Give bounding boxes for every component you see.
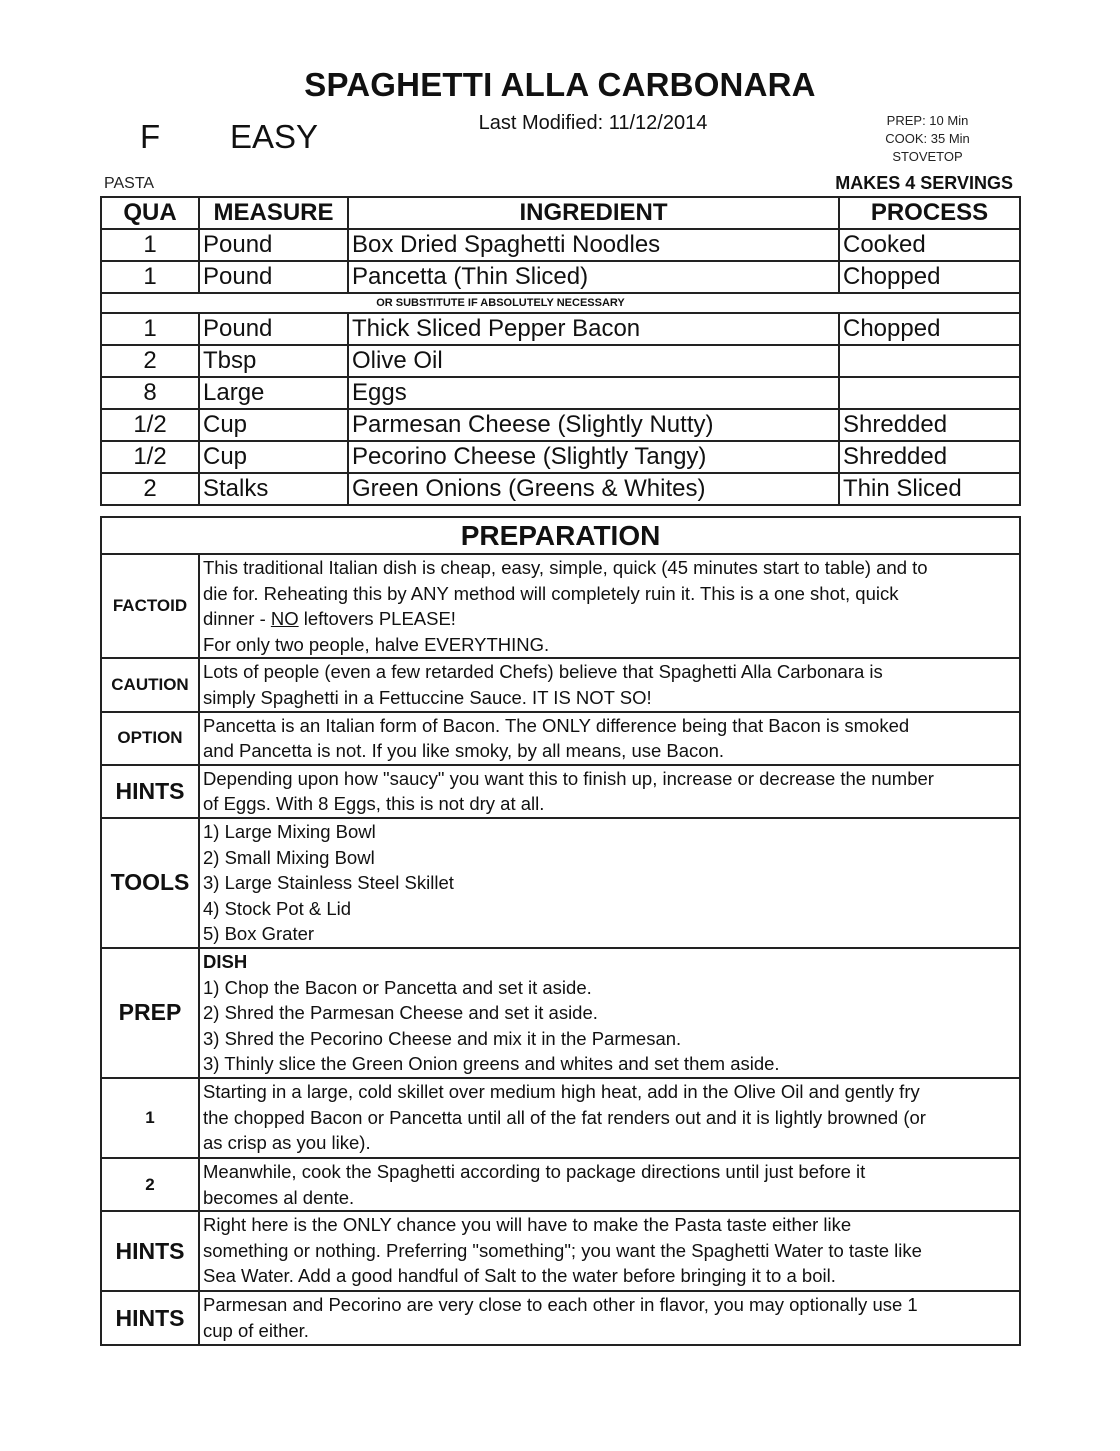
text-line: This traditional Italian dish is cheap, easy, simple, quick (45 minutes start to table) and to (203, 557, 928, 578)
text-line: as crisp as you like). (203, 1132, 371, 1154)
text-line: 2) Small Mixing Bowl (203, 846, 375, 868)
ingredient-row (101, 313, 1020, 345)
text-line: 1) Chop the Bacon or Pancetta and set it aside. (203, 976, 592, 998)
text-line: simply Spaghetti in a Fettuccine Sauce. IT IS NOT SO! (203, 686, 652, 708)
text-line: DISH (203, 950, 248, 972)
ingredient-qty: 1/2 (101, 441, 199, 473)
ingredient-measure: Cup (199, 441, 348, 473)
text-line: Parmesan and Pecorino are very close to each other in flavor, you may optionally use 1 (203, 1294, 918, 1316)
ingredient-name: Thick Sliced Pepper Bacon (348, 313, 839, 345)
ingredient-process (839, 345, 1020, 377)
text-line: dinner - NO leftovers PLEASE! (203, 608, 456, 630)
text-line: of Eggs. With 8 Eggs, this is not dry at all. (203, 793, 545, 815)
text-line: something or nothing. Preferring "something"; you want the Spaghetti Water to taste like (203, 1239, 922, 1261)
text-line: Starting in a large, cold skillet over medium high heat, add in the Olive Oil and gently fry (203, 1080, 920, 1102)
cook-method: STOVETOP (892, 149, 963, 164)
ingredient-name: Olive Oil (348, 345, 839, 377)
ingredient-process: Chopped (839, 261, 1020, 293)
ingredient-name: Parmesan Cheese (Slightly Nutty) (348, 409, 839, 441)
ingredient-process: Chopped (839, 313, 1020, 345)
preparation-text (199, 1291, 1020, 1345)
ingredient-measure: Pound (199, 229, 348, 261)
recipe-rating: F (140, 118, 161, 155)
ingredient-row (101, 409, 1020, 441)
ingredient-qty: 8 (101, 377, 199, 409)
preparation-label: HINTS (101, 1211, 199, 1291)
preparation-label: OPTION (101, 712, 199, 765)
preparation-label: FACTOID (101, 554, 199, 658)
preparation-heading: PREPARATION (101, 517, 1020, 554)
ingredient-name: Box Dried Spaghetti Noodles (348, 229, 839, 261)
ingredient-qty: 1 (101, 261, 199, 293)
ingredients-header-row (101, 197, 1020, 229)
ingredient-qty: 2 (101, 473, 199, 505)
ingredient-name: Pecorino Cheese (Slightly Tangy) (348, 441, 839, 473)
column-header-ingredient: INGREDIENT (348, 197, 839, 229)
recipe-difficulty: EASY (230, 118, 319, 155)
preparation-header-row (101, 517, 1020, 554)
ingredient-qty: 1/2 (101, 409, 199, 441)
preparation-text (199, 765, 1020, 818)
ingredient-measure: Stalks (199, 473, 348, 505)
ingredient-row (101, 441, 1020, 473)
preparation-label: 1 (101, 1078, 199, 1158)
preparation-row (101, 765, 1020, 818)
ingredient-process: Shredded (839, 441, 1020, 473)
preparation-row (101, 818, 1020, 948)
preparation-row (101, 1158, 1020, 1211)
ingredient-name: Green Onions (Greens & Whites) (348, 473, 839, 505)
text-line: Depending upon how "saucy" you want this to finish up, increase or decrease the number (203, 767, 934, 789)
text-line: 1) Large Mixing Bowl (203, 820, 376, 842)
column-header-measure: MEASURE (199, 197, 348, 229)
preparation-row (101, 1078, 1020, 1158)
column-header-process: PROCESS (839, 197, 1020, 229)
ingredient-measure: Cup (199, 409, 348, 441)
ingredient-measure: Pound (199, 313, 348, 345)
text-line: becomes al dente. (203, 1186, 355, 1208)
ingredient-measure: Tbsp (199, 345, 348, 377)
text-line: 4) Stock Pot & Lid (203, 897, 352, 919)
preparation-row (101, 1211, 1020, 1291)
text-line: Lots of people (even a few retarded Chefs) believe that Spaghetti Alla Carbonara is (203, 661, 883, 683)
preparation-text (199, 818, 1020, 948)
ingredient-qty: 1 (101, 313, 199, 345)
ingredient-row (101, 229, 1020, 261)
ingredient-name: Pancetta (Thin Sliced) (348, 261, 839, 293)
preparation-row (101, 948, 1020, 1078)
text-line: cup of either. (203, 1319, 309, 1341)
text-line: Right here is the ONLY chance you will have to make the Pasta taste either like (203, 1214, 852, 1236)
preparation-table (100, 516, 1021, 1346)
ingredient-qty: 2 (101, 345, 199, 377)
cook-time: COOK: 35 Min (885, 131, 970, 146)
ingredient-qty: 1 (101, 229, 199, 261)
text-line: and Pancetta is not. If you like smoky, by all means, use Bacon. (203, 740, 725, 762)
text-line: the chopped Bacon or Pancetta until all of the fat renders out and it is lightly browned (or (203, 1106, 926, 1128)
preparation-label: CAUTION (101, 658, 199, 711)
preparation-row (101, 712, 1020, 765)
ingredient-row (101, 473, 1020, 505)
preparation-row (101, 554, 1020, 658)
recipe-category: PASTA (104, 175, 155, 192)
text-line: Meanwhile, cook the Spaghetti according to package directions until just before it (203, 1160, 866, 1182)
ingredient-process: Cooked (839, 229, 1020, 261)
preparation-text (199, 658, 1020, 711)
substitute-note-row (101, 293, 1020, 313)
preparation-row (101, 1291, 1020, 1345)
ingredients-table (100, 196, 1021, 506)
preparation-label: TOOLS (101, 818, 199, 948)
ingredient-name: Eggs (348, 377, 839, 409)
text-line: For only two people, halve EVERYTHING. (203, 633, 550, 655)
servings: MAKES 4 SERVINGS (835, 173, 1013, 193)
text-line: 3) Large Stainless Steel Skillet (203, 872, 454, 894)
text-line: Sea Water. Add a good handful of Salt to the water before bringing it to a boil. (203, 1265, 836, 1287)
preparation-text (199, 1211, 1020, 1291)
text-line: 5) Box Grater (203, 923, 315, 945)
substitute-note: OR SUBSTITUTE IF ABSOLUTELY NECESSARY (101, 293, 1020, 313)
ingredient-process: Shredded (839, 409, 1020, 441)
preparation-text (199, 1158, 1020, 1211)
text-line: 3) Shred the Pecorino Cheese and mix it in the Parmesan. (203, 1027, 682, 1049)
ingredient-process: Thin Sliced (839, 473, 1020, 505)
column-header-qty: QUA (101, 197, 199, 229)
ingredient-process (839, 377, 1020, 409)
preparation-label: 2 (101, 1158, 199, 1211)
prep-time: PREP: 10 Min (886, 113, 969, 128)
preparation-label: HINTS (101, 765, 199, 818)
ingredient-measure: Large (199, 377, 348, 409)
text-line: 3) Thinly slice the Green Onion greens and whites and set them aside. (203, 1053, 780, 1075)
emphasis: NO (270, 608, 299, 630)
ingredient-row (101, 377, 1020, 409)
preparation-label: HINTS (101, 1291, 199, 1345)
text-line: die for. Reheating this by ANY method will completely ruin it. This is a one shot, quick (203, 582, 899, 604)
preparation-text (199, 948, 1020, 1078)
recipe-title: SPAGHETTI ALLA CARBONARA (304, 66, 816, 103)
ingredient-row (101, 261, 1020, 293)
ingredient-row (101, 345, 1020, 377)
text-line: Pancetta is an Italian form of Bacon. The ONLY difference being that Bacon is smoked (203, 714, 910, 736)
ingredient-measure: Pound (199, 261, 348, 293)
preparation-row (101, 658, 1020, 711)
text-line: 2) Shred the Parmesan Cheese and set it aside. (203, 1002, 598, 1024)
preparation-text (199, 712, 1020, 765)
preparation-label: PREP (101, 948, 199, 1078)
last-modified-date: Last Modified: 11/12/2014 (478, 112, 708, 134)
preparation-text (199, 1078, 1020, 1158)
preparation-text (199, 554, 1020, 658)
time-info (870, 112, 985, 166)
